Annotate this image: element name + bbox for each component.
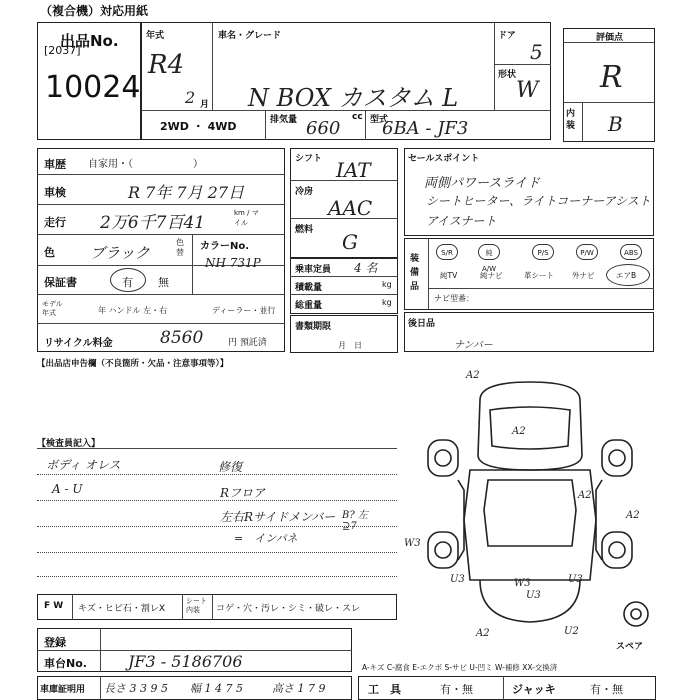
inspector-label: 【検査員記入】 xyxy=(37,439,101,449)
mileage-label: 走行 xyxy=(44,216,66,229)
jack-label: ジャッキ xyxy=(512,683,556,696)
fw-items: キズ・ヒビ石・割レX xyxy=(78,604,165,614)
equip-pw: P/W xyxy=(576,244,598,260)
airbag-circle xyxy=(606,264,650,286)
reg-label: 登録 xyxy=(44,636,66,649)
doc-unit: 月 日 xyxy=(338,341,362,350)
ac-label: 冷房 xyxy=(295,187,314,197)
sales-line-2: シートヒーター、ライトコーナーアシスト xyxy=(426,194,651,208)
load-unit: kg xyxy=(382,280,392,289)
month-value: 2 xyxy=(185,88,196,107)
model-year-label: モデル年式 xyxy=(42,300,63,317)
mileage-value: 2万6千7百41 xyxy=(100,213,206,233)
inspector-right-4: = インパネ xyxy=(234,532,298,545)
recycle-label: リサイクル料金 xyxy=(44,338,113,349)
equip-navi: 純ナビ xyxy=(480,271,503,280)
tools-label: 工 具 xyxy=(368,683,401,696)
rear-box xyxy=(404,312,654,352)
warranty-label: 保証書 xyxy=(44,276,77,289)
recycle-unit: 円 預託済 xyxy=(228,338,267,348)
warranty-no: 無 xyxy=(158,276,169,289)
sheet-label: シート内装 xyxy=(186,597,207,614)
year-label: 年式 xyxy=(146,31,165,41)
cert-height: 高さ 1 7 9 xyxy=(272,682,326,695)
mark-u3-front: U3 xyxy=(526,590,541,601)
interior-label: 内装 xyxy=(566,109,576,131)
sales-line-1: 両側パワースライド xyxy=(424,176,540,191)
cc-label: 排気量 xyxy=(270,115,298,125)
equip-sr: S/R xyxy=(436,244,458,260)
rear-label: 後日品 xyxy=(408,319,436,329)
equip-ps: P/S xyxy=(532,244,554,260)
sales-line-3: アイスナート xyxy=(426,214,497,228)
color-swap-label: 色替 xyxy=(176,238,184,257)
shape-label: 形状 xyxy=(498,70,517,80)
handle-label: 年 ハンドル 左・右 xyxy=(98,306,168,315)
model-label: 型式 xyxy=(370,115,389,125)
ac-value: AAC xyxy=(328,196,373,220)
sheet-items: コゲ・穴・汚レ・シミ・破レ・スレ xyxy=(216,604,361,614)
lot-number: 10024 xyxy=(45,70,141,105)
name-value: N BOX カスタム L xyxy=(248,84,459,112)
month-unit: 月 xyxy=(200,100,210,110)
shaken-label: 車検 xyxy=(44,186,66,199)
damage-legend: A-キズ C-腐食 E-エクボ S-サビ U-凹ミ W-補修 XX-交換済 xyxy=(362,663,558,672)
shift-label: シフト xyxy=(295,154,323,164)
inspector-right-2: Rフロア xyxy=(220,486,266,500)
warranty-circle xyxy=(110,268,146,292)
door-label: ドア xyxy=(498,31,516,41)
cc-unit: cc xyxy=(352,112,363,122)
capacity-label: 乗車定員 xyxy=(295,265,332,275)
equip-ext-navi: 外ナビ xyxy=(572,271,595,280)
equip-abs: ABS xyxy=(620,244,642,260)
mark-u2-bottom: U2 xyxy=(564,626,579,637)
doc-label: 書類期限 xyxy=(295,322,332,332)
inspector-left-1: ボディ オレス xyxy=(46,458,121,472)
door-value: 5 xyxy=(530,40,543,64)
weight-unit: kg xyxy=(382,298,392,307)
capacity-value: 4 名 xyxy=(354,261,378,275)
car-diagram xyxy=(400,360,660,640)
inspector-left-2: A - U xyxy=(52,482,83,496)
chassis-label: 車台No. xyxy=(44,657,87,670)
shift-value: IAT xyxy=(336,158,371,182)
mark-a2-roof: A2 xyxy=(512,426,526,437)
equip-tv: 純TV xyxy=(440,271,458,280)
drive-label: 2WD ・ 4WD xyxy=(160,120,237,133)
rear-value: ナンバー xyxy=(454,340,493,351)
inspector-right-1: 修復 xyxy=(218,460,243,474)
inspector-right-3: 左右Rサイドメンバー xyxy=(220,510,336,524)
mark-w3-front: W3 xyxy=(514,578,531,589)
shaken-value: R 7年 7月 27日 xyxy=(128,183,245,202)
recycle-value: 8560 xyxy=(160,328,204,348)
navi-model-label: ナビ型番： xyxy=(434,294,474,303)
color-value: ブラック xyxy=(90,244,150,262)
jack-value: 有・無 xyxy=(590,683,623,696)
lot-label: 出品No. xyxy=(60,32,119,50)
interior-value: B xyxy=(608,112,623,136)
lot-small-code: [2037] xyxy=(44,44,81,57)
model-value: 6BA - JF3 xyxy=(382,118,469,139)
history-label: 車歴 xyxy=(44,158,66,171)
mark-w3-left: W3 xyxy=(404,538,421,549)
dealer-label: ディーラー・並行 xyxy=(212,306,276,315)
mark-a2-bottom: A2 xyxy=(476,628,490,639)
warranty-yes: 有 xyxy=(122,276,133,289)
mark-u3-right: U3 xyxy=(568,574,583,585)
cert-length: 長さ 3 3 9 5 xyxy=(104,682,168,695)
sales-label: セールスポイント xyxy=(408,154,480,164)
grade-label: 評価点 xyxy=(596,33,624,43)
name-label: 車名・グレード xyxy=(218,31,282,41)
cc-value: 660 xyxy=(306,118,341,139)
shape-value: W xyxy=(516,78,539,103)
year-value: R4 xyxy=(148,50,185,80)
fw-label: F W xyxy=(44,601,64,611)
inspector-side-note: B? 左 ⊇7 xyxy=(342,510,368,532)
mark-u3-left: U3 xyxy=(450,574,465,585)
chassis-value: JF3 - 5186706 xyxy=(128,652,243,671)
grade-value: R xyxy=(600,60,623,95)
equipment-label: 装備品 xyxy=(410,254,420,292)
equip-airbag: エアB xyxy=(616,271,637,280)
fuel-label: 燃料 xyxy=(295,225,314,235)
cert-label: 車庫証明用 xyxy=(40,685,86,695)
spare-label: スペア xyxy=(616,642,644,652)
sheet-title: （複合機）対応用紙 xyxy=(40,4,149,18)
tools-value: 有・無 xyxy=(440,683,473,696)
mark-a2-top: A2 xyxy=(466,370,480,381)
weight-label: 総重量 xyxy=(295,301,323,311)
color-no-label: カラーNo. xyxy=(200,241,250,252)
equip-leather: 革シート xyxy=(524,271,554,280)
mark-a2-right: A2 xyxy=(578,490,592,501)
fuel-value: G xyxy=(342,230,358,254)
cert-width: 幅 1 4 7 5 xyxy=(190,682,243,695)
color-no-value: NH 731P xyxy=(205,256,261,270)
color-label: 色 xyxy=(44,246,55,259)
load-label: 積載量 xyxy=(295,283,323,293)
equip-aw: 純A/W xyxy=(478,244,500,260)
mileage-unit: km / マイル xyxy=(234,209,259,227)
history-value: 自家用・（ ） xyxy=(88,159,203,170)
notes-header: 【出品店申告欄（不良箇所・欠品・注意事項等）】 xyxy=(37,359,229,369)
mark-a2-side: A2 xyxy=(626,510,640,521)
